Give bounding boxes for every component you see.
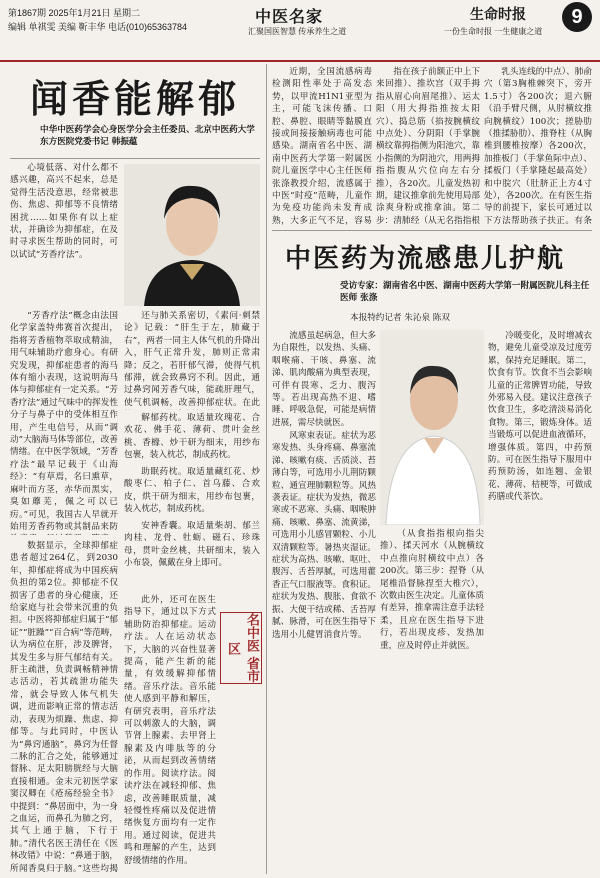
article2-col1b: 风寒束表证。症状为恶寒发热、头身疼痛、鼻塞流涕、咳嗽有痰、舌质淡、苔薄白等，可选用小儿荆防颗粒、通宣理肺颗粒等。风热袭表证。症状为发热，微恶寒或不恶寒、头痛、咽喉肿痛、咳嗽、鼻塞、流黄涕，可选用小儿感冒颗粒、小儿双清颗粒等。暑热夹湿证。症状为高热、咳嗽、呕吐、腹泻、舌苔厚腻，可选用藿香正气口服液等。食积证。症状为发热、腹胀、食欲不振、大便干结或稀、舌苔厚腻、脉滑，可在医生指导下选用小儿健胃消食片等。 (272, 431, 376, 640)
section-title: 中医名家 (255, 7, 324, 26)
article2-title: 中医药为流感患儿护航 (285, 244, 566, 274)
page-header (0, 0, 600, 62)
issue-info: 第1867期 2025年1月21日 星期二 (8, 8, 141, 18)
article1-col3: 还与肺关系密切，《素问·刺禁论》记载：“肝生于左，肺藏于右”，两者一同主人体气机的升降出入，肝气正常升发，肺则正常肃降；反之，若肝郁气滞，使得气机郁滞，就会致鼻窍不利。因此，通过鼻窍闻芳香气味，能疏肝理气，使气机调畅，改善抑郁症状。在此 (124, 311, 260, 408)
article2-col3: 冷暖变化，及时增减衣物，避免儿童受凉及过度劳累，保持充足睡眠。第二，饮食有节。饮食不当会影响儿童的正常脾胃功能，导致外邪易入侵。建议注意孩子饮食卫生，多吃清淡易消化食物。第三，锻炼身体。适当锻炼可以促进血液循环，增强体质。第四，中药预防。可在医生指导下服用中药预防汤，如连翘、金银花、薄荷、桔梗等，可做成药膳或代茶饮。 (488, 331, 592, 503)
article1-col4: 此外，还可在医生指导下，通过以下方式辅助防治抑郁症。运动疗法。人在运动状态下，大脑的兴奋性显著提高，能产生新的能量，有效缓解抑郁情绪。音乐疗法。音乐能使人感到平静和解压，有研究表明，音乐疗法可以刺激人的大脑，调节肾上腺素、去甲肾上腺素及内啡肽等的分泌，从而起到改善情绪的作用。阅读疗法。阅读疗法在减轻抑郁、焦虑，改善睡眠质量，减轻慢性疼痛以及促进情绪恢复方面均有一定作用。通过阅读，促进共鸣和理解的产生，达到舒缓情绪的作用。 (124, 595, 216, 866)
article1-lead: 心境低落、对什么都不感兴趣，高兴不起来，总是觉得生活没意思，经常被悲伤、焦虑、抑郁等不良情绪困扰……如果你有以上症状，并确诊为抑郁症，在及时寻求医生帮助的同时，可以试试“芳香疗法”。 (10, 163, 118, 260)
famous-doctor-badge: 名中医 省市区 (220, 612, 262, 684)
method-pillow-2: 助眠药枕。取适量藏红花、炒酸枣仁、柏子仁、首乌藤、合欢皮，烘干研为细末，用纱布包裹，装入枕芯，制成药枕。 (124, 467, 260, 515)
article2-reporter: 本报特约记者 朱沁泉 陈双 (350, 313, 450, 323)
article1-title: 闻香能解郁 (30, 76, 241, 121)
expert-photo (380, 330, 484, 525)
article1-col2: 数据显示，全球抑郁症患者超过264亿，到2030年，抑郁症将成为中国疾病负担的第2位。抑郁症不仅损害了患者的身心健康，还给家庭与社会带来沉重的负担。中医将抑郁症归属于“郁证”“脏躁”“百合病”等范畴，认为病位在肝，涉及脾肾，其发生多与肝气郁结有关。肝主疏泄，负责调畅精神情志活动，若其疏泄功能失常，就会导致人体气机失调，进而影响正常的情志活动，表现为烦躁、焦虑、抑郁等。与此同时，中医认为“鼻窍通脑”，鼻窍为任督二脉的汇合之处，能够通过督脉、足太阳膀胱经与大脑直接相通。金末元初医学家窦汉卿在《疮疡经验全书》中提到：“鼻居面中，为一身之血运，而鼻孔为肺之窍，其气上通于脑，下行于肺。”清代名医王清任在《医林改错》中说：“鼻通于脑，所闻香臭归于脑。”这些均揭 (10, 541, 118, 874)
divider (272, 230, 592, 231)
article2-col1: 流感虽起病急，但大多为自限性，以发热、头痛、咽喉痛、干咳、鼻塞、流涕、肌肉酸痛为典型表现，可伴有畏寒、乏力、腹泻等。若出现高热不退、嗜睡、呼吸急促，可能是病情进展，需尽快就医。 (272, 331, 376, 428)
method-sachet: 安神香囊。取适量柴胡、郁兰肉桂、龙骨、牡蛎、磁石、珍珠母，贯叶金丝桃，共研细末，装入小布袋，佩戴在身上即可。 (124, 521, 260, 569)
editor-info: 编辑 单祺雯 美编 靳丰华 电话(010)65363784 (8, 22, 188, 32)
article2-intro-col-b: 指在孩子前额正中上下来回推）、推坎宫（双手拇指从眉心向眉尾推）、运太阳（用大拇指推按太阳穴）、捣总筋（掐按腕横纹中点处）、分阴阳（手掌腕横纹靠拇指侧为阳池穴，靠小指侧的为阴池穴，用两拇指指腹从穴位向左右分推），各20次。儿童发热初期，建议推拿前先使用局部涂爽身粉或推拿油。第二步：清肺经（从无名指指根 (376, 67, 480, 226)
article2-expert: 受访专家：湖南省名中医、湖南中医药大学第一附属医院儿科主任医师 张涤 (340, 281, 590, 304)
column-divider (266, 64, 267, 874)
section-slogan: 汇聚国医智慧 传承养生之道 (248, 27, 347, 36)
method-pillow-1: 解郁药枕。取适量玫瑰花、合欢花、佛手花、薄荷、贯叶金丝桃、香橼、炒干研为细末，用纱布包裹，装入枕芯，制成药枕。 (124, 413, 260, 461)
article1-col1: “芳香疗法”概念由法国化学家盖特弗赛首次提出，指将芳香植物萃取成精油，用气味辅助疗愈身心。有研究发现，抑郁症患者的海马体有缩小表现，这说明海马体与抑郁症有一定关系。“芳香疗法”通过气味中的挥发性分子与鼻子中的受体相互作用，产生电信号，从而“调动”大脑海马体等部位，改善情绪。在中医学领域，“芳香疗法”最早记载于《山海经》：“有草焉，名曰熏草，麻叶而方茎，赤华而黑实，臭如蘼芜，佩之可以已疠。”可见，我国古人早就开始用芳香药物或其制品来防 (10, 311, 118, 532)
article2-intro-col-c: 乳头连线的中点）、肺俞穴（第3胸椎棘突下，旁开1.5寸）各200次；退六腑（沿手臂尺侧，从肘横纹推向腕横纹）100次；搓胁肋（推揉胁肋）、推脊柱（从胸椎到腰椎按摩）各200次，加推板门（手掌鱼际中点）、揉板门（手掌隆起最高处）和中脘穴（肚脐正上方4寸处），各200次。在有医生指导的前提下，家长可通过以下方法帮助孩子扶正。有条 (484, 67, 592, 226)
divider (10, 158, 260, 159)
article2-col2: （从食指指根向指尖推）、揉天河水（从腕横纹中点推向肘横纹中点）各200次。第三步：捏脊（从尾椎沿督脉捏至大椎穴），次数由医生决定。儿童体质有差异，推拿需注意手法轻柔，且应在医生指导下进行，若出现皮疹、发热加重，应及时停止并就医。 (380, 529, 484, 651)
paper-slogan: 一份生命时报 一生健康之道 (444, 27, 543, 36)
article2-intro-col-a: 近期，全国流感病毒检测阳性率处于高发态势，以甲流H1N1亚型为主，可能飞沫传播、口腔、鼻腔、眼睛等黏膜直接或间接接触病毒也可能感染。湖南省名中医、湖南中医药大学第一附属医院儿童医学中心主任医师张涤教授介绍，流感属于中医“时疫”范畴，儿童作为免疫功能尚未发育成熟，大多正气不足，容易 (272, 67, 372, 226)
paper-logo: 生命时报 (470, 6, 526, 22)
author-photo (124, 164, 260, 306)
page-number: 9 (562, 2, 592, 32)
article1-byline: 中华中医药学会心身医学分会主任委员、北京中医药大学东方医院党委书记 韩振蕴 (40, 125, 255, 148)
